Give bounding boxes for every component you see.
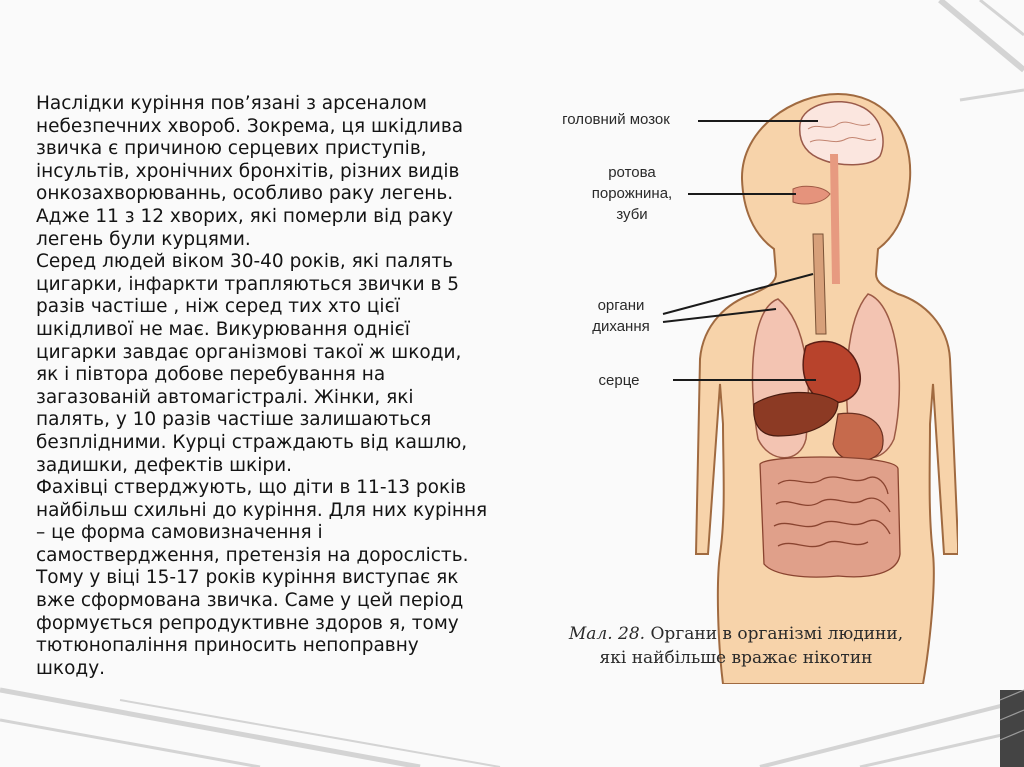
text-line: Тому у віці 15-17 років куріння виступає як — [36, 567, 459, 589]
text-line: тютюнопаління приносить непоправну — [36, 635, 419, 657]
text-line: онкозахворюваннь, особливо раку легень. — [36, 183, 454, 205]
text-line: Серед людей віком 30-40 років, які палять — [36, 251, 454, 273]
text-line: вже сформована звичка. Саме у цей період — [36, 590, 464, 612]
text-line: як і півтора добове перебування на — [36, 364, 386, 386]
text-line: палять, у 10 разів частіше залишаються — [36, 409, 432, 431]
text-line: інсультів, хронічних бронхітів, різних видів — [36, 160, 460, 182]
text-line: разів частіше , ніж серед тих хто цієї — [36, 296, 400, 318]
text-line: шкоду. — [36, 657, 106, 679]
text-line: Фахівці стверджують, що діти в 11-13 років — [36, 477, 467, 499]
text-line: найбільш схильні до куріння. Для них куріння — [36, 499, 488, 521]
text-line: Наслідки куріння пов’язані з арсеналом — [36, 93, 427, 114]
figure-caption: Мал. 28. Органи в організмі людини, які найбільше вражає нікотин — [568, 624, 904, 668]
text-line: Адже 11 з 12 хворих, які померли від раку — [36, 205, 454, 227]
text-line: цигарки завдає організмові такої ж шкоди, — [36, 341, 462, 363]
label-heart: серце — [598, 372, 640, 389]
text-line: звичка є причиною серцевих приступів, — [36, 138, 427, 160]
article-text — [36, 93, 541, 680]
text-line: самоствердження, претензія на дорослість. — [36, 544, 469, 566]
label-brain: головний мозок — [562, 111, 670, 128]
label-respiratory-organs: органи дихання — [592, 297, 650, 335]
text-line: – це форма самовизначення і — [36, 522, 323, 544]
text-line: безплідними. Курці страждають від кашлю, — [36, 431, 468, 453]
text-line: легень були курцями. — [36, 228, 251, 250]
text-line: задишки, дефектів шкіри. — [36, 454, 293, 476]
text-line: загазованій автомагістралі. Жінки, які — [36, 386, 414, 408]
text-line: небезпечних хвороб. Зокрема, ця шкідлива — [36, 115, 464, 137]
label-mouth-cavity: ротова порожнина, зуби — [591, 164, 673, 223]
figure-number: Мал. 28. — [568, 624, 646, 644]
text-line: шкідливої не має. Викурювання однієї — [36, 318, 410, 340]
text-line: формується репродуктивне здоров я, тому — [36, 612, 459, 634]
intestines-icon — [760, 457, 900, 577]
text-line: цигарки, інфаркти трапляються звички в 5 — [36, 273, 460, 295]
